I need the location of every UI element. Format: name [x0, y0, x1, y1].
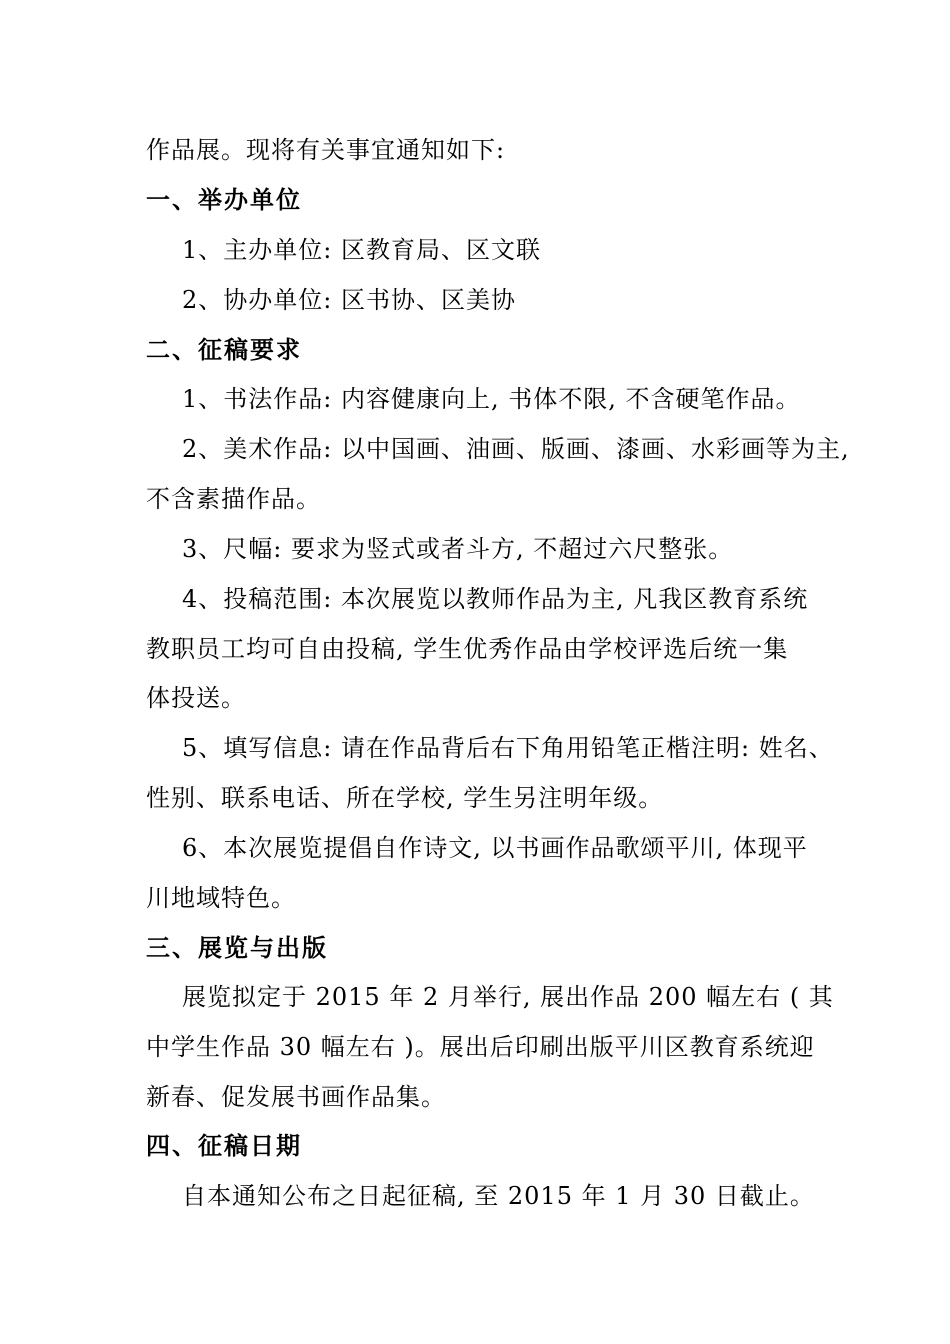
section2-item-1: 1、书法作品: 内容健康向上, 书体不限, 不含硬笔作品。	[182, 385, 801, 413]
section3-para-line3: 新春、促发展书画作品集。	[146, 1083, 446, 1111]
section3-para-line2: 中学生作品 30 幅左右 )。展出后印刷出版平川区教育系统迎	[146, 1033, 815, 1061]
intro-text: 作品展。现将有关事宜通知如下:	[146, 136, 506, 164]
section4-heading: 四、征稿日期	[146, 1132, 302, 1160]
section2-heading: 二、征稿要求	[146, 336, 302, 364]
section2-item-5-line2: 性别、联系电话、所在学校, 学生另注明年级。	[146, 784, 664, 812]
section2-item-4-line3: 体投送。	[146, 684, 246, 712]
section2-item-5-line1: 5、填写信息: 请在作品背后右下角用铅笔正楷注明: 姓名、	[182, 734, 834, 762]
section3-para-line1: 展览拟定于 2015 年 2 月举行, 展出作品 200 幅左右 ( 其	[182, 983, 834, 1011]
section2-item-6-line1: 6、本次展览提倡自作诗文, 以书画作品歌颂平川, 体现平	[182, 834, 808, 862]
section2-item-4-line2: 教职员工均可自由投稿, 学生优秀作品由学校评选后统一集	[146, 635, 789, 663]
section1-item-2: 2、协办单位: 区书协、区美协	[182, 286, 516, 314]
section3-heading: 三、展览与出版	[146, 934, 328, 962]
section2-item-4-line1: 4、投稿范围: 本次展览以教师作品为主, 凡我区教育系统	[182, 585, 809, 613]
section2-item-2-line1: 2、美术作品: 以中国画、油画、版画、漆画、水彩画等为主,	[182, 435, 850, 463]
section1-heading: 一、举办单位	[146, 186, 302, 214]
section2-item-6-line2: 川地域特色。	[146, 884, 296, 912]
section1-item-1: 1、主办单位: 区教育局、区文联	[182, 236, 541, 264]
section2-item-3: 3、尺幅: 要求为竖式或者斗方, 不超过六尺整张。	[182, 535, 734, 563]
section4-para: 自本通知公布之日起征稿, 至 2015 年 1 月 30 日截止。	[182, 1182, 815, 1210]
section2-item-2-line2: 不含素描作品。	[146, 485, 321, 513]
